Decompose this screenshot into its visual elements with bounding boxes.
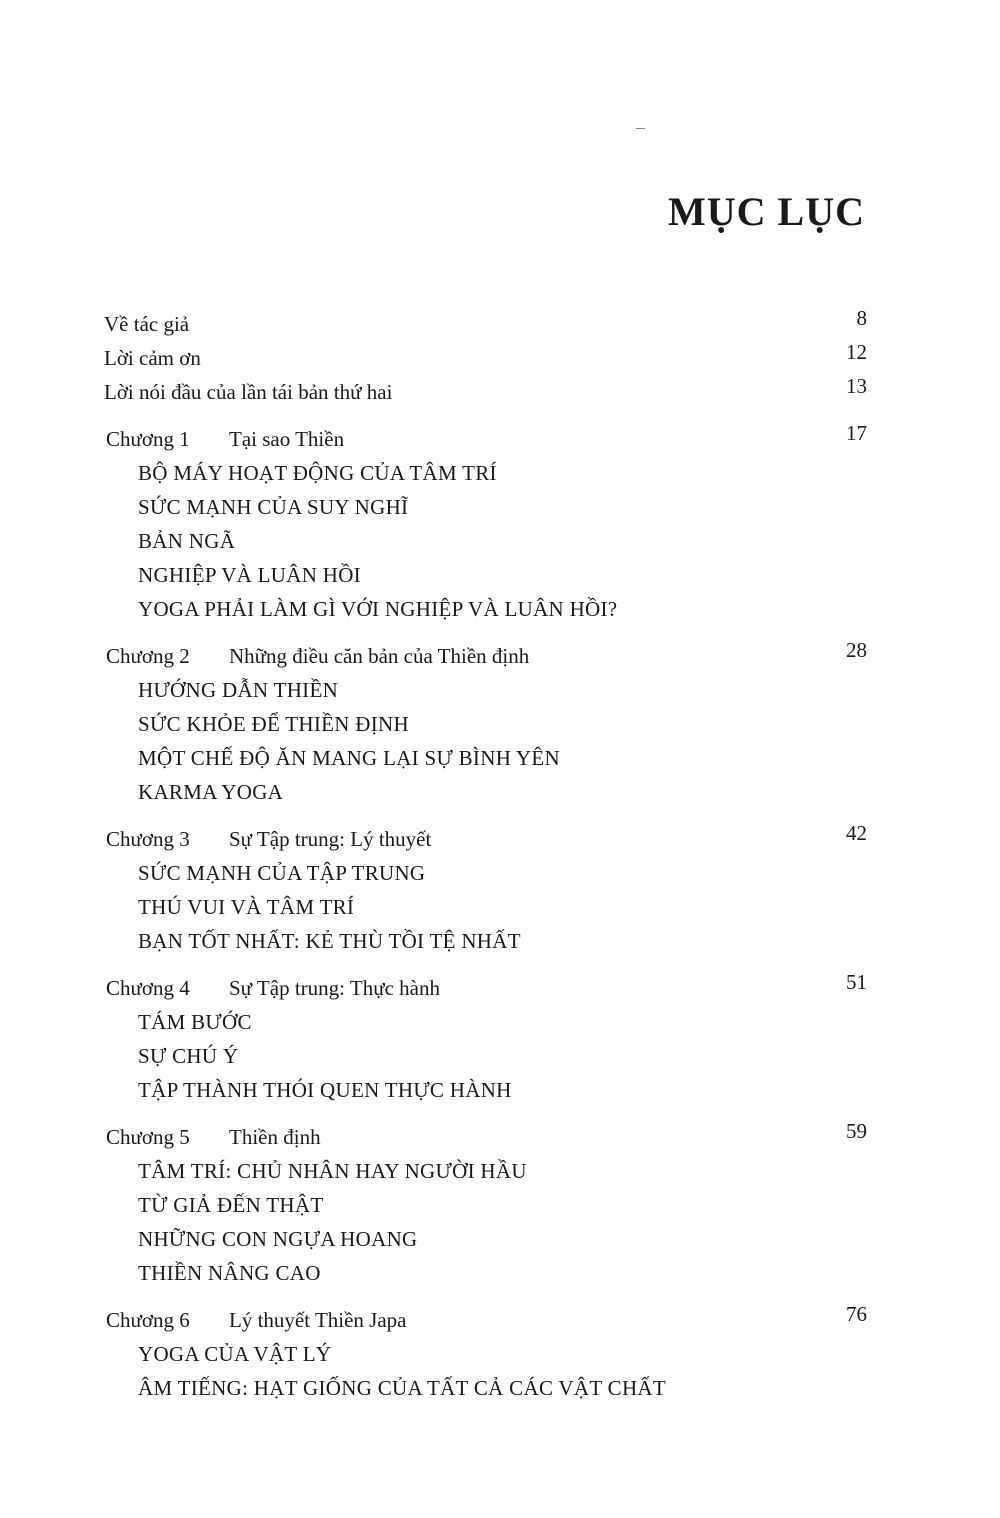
toc-section[interactable] [0,1256,1000,1290]
toc-section[interactable] [0,490,1000,524]
toc-section[interactable] [0,856,1000,890]
toc-chapter-4[interactable] [0,971,1000,1005]
section-label: TỪ GIẢ ĐẾN THẬT [138,1193,324,1217]
toc-section[interactable] [0,1154,1000,1188]
section-label: YOGA CỦA VẬT LÝ [138,1342,332,1366]
toc-section[interactable] [0,1005,1000,1039]
toc-entry-page: 13 [846,374,867,398]
section-label: KARMA YOGA [138,780,284,804]
chapter-title: Sự Tập trung: Lý thuyết [229,827,432,851]
table-of-contents [0,307,1000,1405]
toc-section[interactable] [0,775,1000,809]
chapter-title: Sự Tập trung: Thực hành [229,976,440,1000]
toc-chapter-3[interactable] [0,822,1000,856]
toc-section[interactable] [0,673,1000,707]
toc-section[interactable] [0,558,1000,592]
section-label: NGHIỆP VÀ LUÂN HỒI [138,563,361,587]
toc-entry-preface[interactable] [0,375,1000,409]
chapter-title: Thiền định [229,1125,321,1149]
chapter-page: 59 [846,1119,867,1143]
chapter-title: Những điều căn bản của Thiền định [229,644,530,668]
section-label: YOGA PHẢI LÀM GÌ VỚI NGHIỆP VÀ LUÂN HỒI? [138,597,618,621]
section-label: BẠN TỐT NHẤT: KẺ THÙ TỒI TỆ NHẤT [138,929,521,953]
toc-section[interactable] [0,524,1000,558]
section-label: BỘ MÁY HOẠT ĐỘNG CỦA TÂM TRÍ [138,461,497,485]
section-label: NHỮNG CON NGỰA HOANG [138,1227,418,1251]
toc-section[interactable] [0,1073,1000,1107]
toc-section[interactable] [0,741,1000,775]
chapter-page: 28 [846,638,867,662]
chapter-page: 42 [846,821,867,845]
toc-entry-label: Lời nói đầu của lần tái bản thứ hai [104,380,393,404]
section-label: THÚ VUI VÀ TÂM TRÍ [138,895,355,919]
chapter-title: Lý thuyết Thiền Japa [229,1308,407,1332]
chapter-number: Chương 4 [106,976,190,1000]
chapter-title: Tại sao Thiền [229,427,345,451]
toc-section[interactable] [0,924,1000,958]
section-label: SỰ CHÚ Ý [138,1044,239,1068]
section-label: SỨC KHỎE ĐỂ THIỀN ĐỊNH [138,712,409,736]
section-label: ÂM TIẾNG: HẠT GIỐNG CỦA TẤT CẢ CÁC VẬT CHẤT [138,1376,667,1400]
section-label: TÂM TRÍ: CHỦ NHÂN HAY NGƯỜI HẦU [138,1159,527,1183]
toc-chapter-1[interactable] [0,422,1000,456]
toc-section[interactable] [0,1337,1000,1371]
chapter-number: Chương 1 [106,427,190,451]
section-label: TÁM BƯỚC [138,1010,252,1034]
chapter-number: Chương 6 [106,1308,190,1332]
section-label: TẬP THÀNH THÓI QUEN THỰC HÀNH [138,1078,512,1102]
toc-entry-label: Về tác giả [104,312,190,336]
scan-speck [636,128,645,129]
toc-section[interactable] [0,1039,1000,1073]
toc-entry-page: 8 [856,306,867,330]
toc-entry-page: 12 [846,340,867,364]
chapter-page: 51 [846,970,867,994]
section-label: BẢN NGÃ [138,529,236,553]
toc-chapter-6[interactable] [0,1303,1000,1337]
toc-section[interactable] [0,890,1000,924]
section-label: MỘT CHẾ ĐỘ ĂN MANG LẠI SỰ BÌNH YÊN [138,746,560,770]
toc-section[interactable] [0,1188,1000,1222]
chapter-number: Chương 3 [106,827,190,851]
toc-entry-label: Lời cảm ơn [104,346,201,370]
toc-section[interactable] [0,1222,1000,1256]
toc-section[interactable] [0,707,1000,741]
page-title: MỤC LỤC [668,189,865,234]
toc-section[interactable] [0,1371,1000,1405]
section-label: HƯỚNG DẪN THIỀN [138,678,339,702]
chapter-page: 17 [846,421,867,445]
section-label: THIỀN NÂNG CAO [138,1261,321,1285]
toc-section[interactable] [0,592,1000,626]
chapter-page: 76 [846,1302,867,1326]
toc-chapter-2[interactable] [0,639,1000,673]
chapter-number: Chương 2 [106,644,190,668]
toc-chapter-5[interactable] [0,1120,1000,1154]
section-label: SỨC MẠNH CỦA SUY NGHĨ [138,495,409,519]
toc-section[interactable] [0,456,1000,490]
chapter-number: Chương 5 [106,1125,190,1149]
section-label: SỨC MẠNH CỦA TẬP TRUNG [138,861,426,885]
